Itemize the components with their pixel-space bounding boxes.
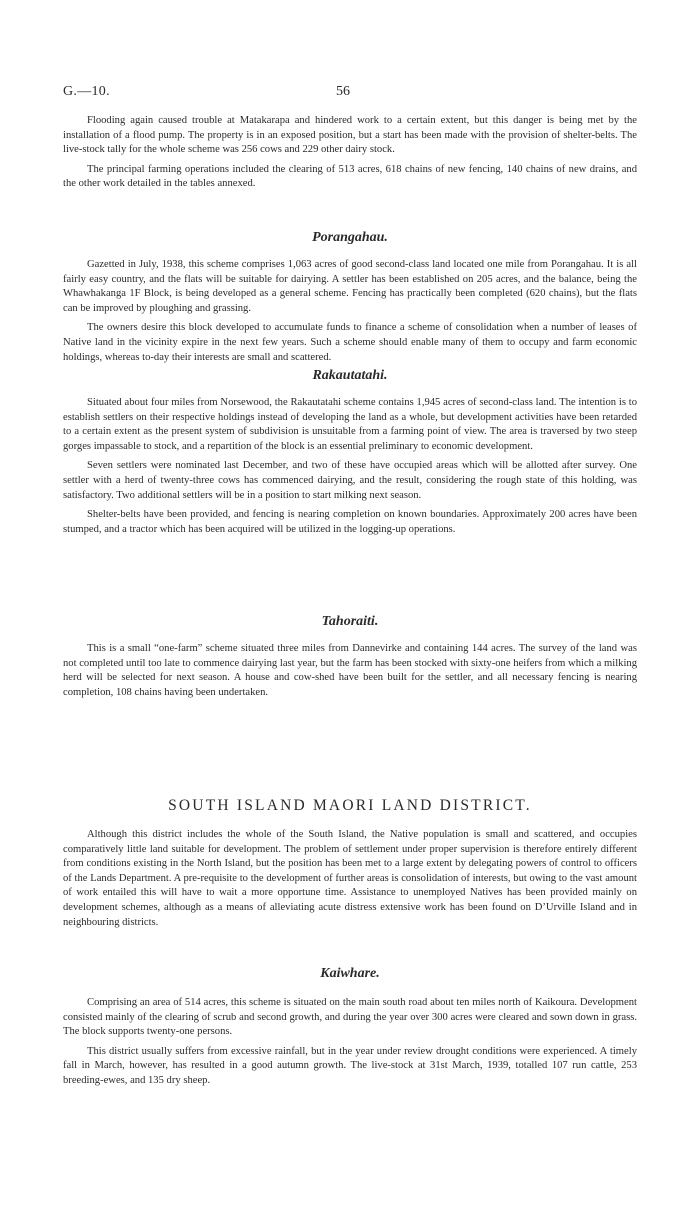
kaiwhare-section [63,996,637,1089]
south-island-section [63,828,637,930]
paragraph: Although this district includes the whole of the South Island, the Native population is small and scattered, and occupies comparatively little land suitable for development. The problem of settlement under proper supervision is therefore entirely different from conditions existing in the North Island, but the position has been met to a large extent by delegating powers of control to officers of the Lands Department. A pre-requisite to the development of further areas is consolidation of interests, but owing to the vast amount of work entailed this will have to wait a more opportune time. Assistance to unemployed Natives has been provided mainly on development schemes, although as a means of alleviating acute distress extensive work has been found on D’Urville Island and in neighbouring districts. [63,829,637,928]
district-heading: SOUTH ISLAND MAORI LAND DISTRICT. [168,797,532,814]
report-reference: G.—10. [63,84,110,99]
section-heading-tahoraiti: Tahoraiti. [321,614,379,629]
paragraph: This district usually suffers from excessive rainfall, but in the year under review drought conditions were experienced. A timely fall in March, however, has resulted in a good autumn growth. The live-stock at 31st March, 1939, totalled 107 run cattle, 253 breeding-ewes, and 135 dry sheep. [63,1045,637,1086]
section-heading-kaiwhare: Kaiwhare. [320,966,380,981]
paragraph: Situated about four miles from Norsewood, the Rakautatahi scheme contains 1,945 acres of second-class land. The intention is to establish settlers on their respective holdings instead of developing the land as a whole, but development activities have been retarded to a certain extent as the present system of subdivision is unsuitable from a farming point of view. The area is traversed by two steep gorges impassable to stock, and a repartition of the block is an essential preliminary to economic development. [63,397,637,452]
paragraph: The owners desire this block developed to accumulate funds to finance a scheme of consolidation when a number of leases of Native land in the vicinity expire in the next few years. Such a scheme should enable many of them to occupy and farm economic holdings, whereas to-day their interests are small and scattered. [63,322,637,363]
paragraph: Shelter-belts have been provided, and fencing is nearing completion on known boundaries. Approximately 200 acres have been stumped, and a tractor which has been acquired will be utilized in the logging-up operations. [63,509,637,535]
paragraph: Gazetted in July, 1938, this scheme comprises 1,063 acres of good second-class land located one mile from Porangahau. It is all fairly easy country, and the flats will be suitable for dairying. A settler has been established on 205 acres, and the balance, being the Whawhakanga 1F Block, is being developed as a general scheme. Fencing has practically been completed (620 chains), but the flats can be improved by ploughing and grassing. [63,259,637,314]
porangahau-section [63,258,637,365]
paragraph: The principal farming operations included the clearing of 513 acres, 618 chains of new fencing, 140 chains of new drains, and the other work detailed in the tables annexed. [63,163,637,190]
section-heading-rakautatahi: Rakautatahi. [312,368,388,383]
paragraph: Comprising an area of 514 acres, this scheme is situated on the main south road about ten miles north of Kaikoura. Development consisted mainly of the clearing of scrub and second growth, and during the year over 300 acres were cleared and sown down in grass. The block supports twenty-one persons. [63,997,637,1038]
paragraph: Seven settlers were nominated last December, and two of these have occupied areas which will be allotted after survey. One settler with a herd of twenty-three cows has commenced dairying, and the result, considering the rough state of this holding, was satisfactory. Two additional settlers will be in a position to start milking next season. [63,460,637,501]
page-number: 56 [336,84,350,99]
section-heading-porangahau: Porangahau. [312,230,388,245]
paragraph: Flooding again caused trouble at Matakarapa and hindered work to a certain extent, but this danger is being met by the installation of a flood pump. The property is in an exposed position, but a start has been made with the provision of shelter-belts. The live-stock tally for the whole scheme was 256 cows and 229 other dairy stock. [63,115,637,156]
paragraph: This is a small “one-farm” scheme situated three miles from Dannevirke and containing 144 acres. The survey of the land was not completed until too late to commence dairying last year, but the farm has been stocked with sixty-one heifers from which a milking herd will be selected for next season. A house and cow-shed have been built for the settler, and all necessary fencing is nearing completion, 108 chains having been undertaken. [63,643,637,698]
rakautatahi-section [63,396,637,537]
intro-section [63,114,637,192]
tahoraiti-section [63,642,637,700]
